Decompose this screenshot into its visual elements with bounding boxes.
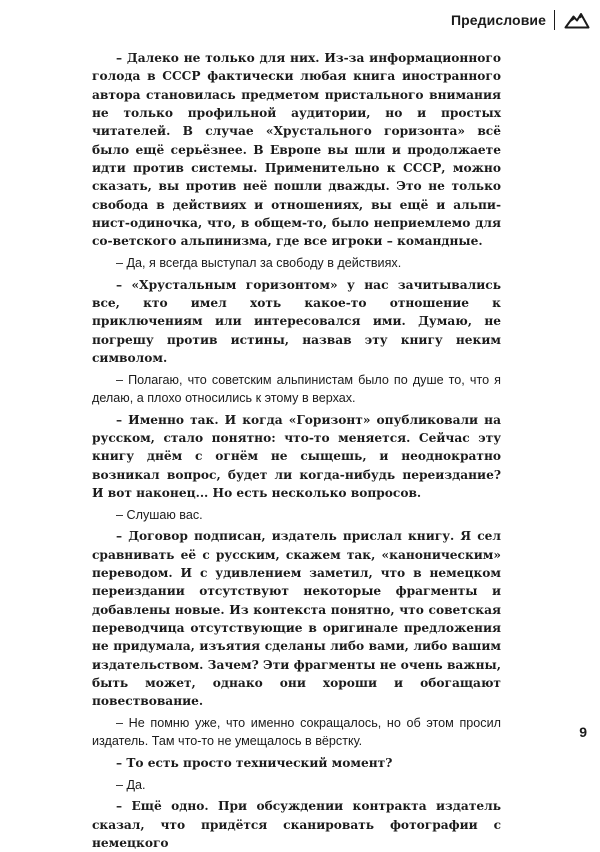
running-header	[451, 9, 590, 31]
question-paragraph: – То есть просто технический момент?	[116, 756, 393, 771]
question-paragraph: – Ещё одно. При обсуждении контракта издатель сказал, что придётся сканировать фотографии с немецкого	[92, 799, 501, 851]
answer-paragraph: – Слушаю вас.	[116, 507, 203, 522]
mountain-icon	[564, 10, 590, 30]
question-paragraph: – Договор подписан, издатель прислал книгу. Я сел сравнивать её с русским, скажем так, «каноническим» переводом. И с удивлением заметил, что в немецком переиздании отсутствуют некоторые фрагменты и добавлены новые. Из контекста понятно, что советская переводчица отсутствующие в оригинале предложения не придумала, изъятия сделаны либо вами, либо вашим издательством. Зачем? Эти фрагменты не очень важны, быть может, однако они хороши и обогащают повествование.	[92, 529, 501, 709]
answer-paragraph: – Полагаю, что советским альпинистам было по душе то, что я делаю, а плохо относились к этому в верхах.	[92, 372, 501, 406]
page-body	[92, 49, 501, 852]
answer-paragraph: – Не помню уже, что именно сокращалось, но об этом просил издатель. Там что-то не умещалось в вёрстку.	[92, 716, 501, 749]
question-paragraph: – «Хрустальным горизонтом» у нас зачитывались все, кто имел хоть какое-то отношение к приключениям или интересовался ими. Думаю, не погрешу против истины, назвав эту книгу неким символом.	[92, 277, 501, 366]
answer-paragraph: – Да, я всегда выступал за свободу в действиях.	[116, 256, 402, 271]
page-number: 9	[579, 724, 587, 740]
question-paragraph: – Именно так. И когда «Горизонт» опубликовали на русском, стало понятно: что-то меняется. Сейчас эту книгу днём с огнём не сыщешь, и неоднократно возникал вопрос, будет ли когда-нибудь переиздание? И вот наконец... Но есть несколько вопросов.	[92, 412, 501, 501]
section-title: Предисловие	[450, 12, 546, 28]
header-divider	[554, 10, 555, 30]
question-paragraph: – Далеко не только для них. Из-за информационного голода в СССР фактически любая книга иностранного автора становилась предметом пристального внимания не только профильной аудитории, но и простых читателей. В случае «Хрустального горизонта» всё было ещё серьёзнее. В Европе вы шли и продолжаете идти против системы. Применительно к СССР, можно сказать, вы против неё пошли дважды. Это не только свобода в действиях и отношениях, вы ещё и альпи-нист-одиночка, что, в общем-то, было неприемлемо для со-ветского альпинизма, где все игроки – командные.	[92, 51, 501, 249]
answer-paragraph: – Да.	[116, 777, 146, 792]
